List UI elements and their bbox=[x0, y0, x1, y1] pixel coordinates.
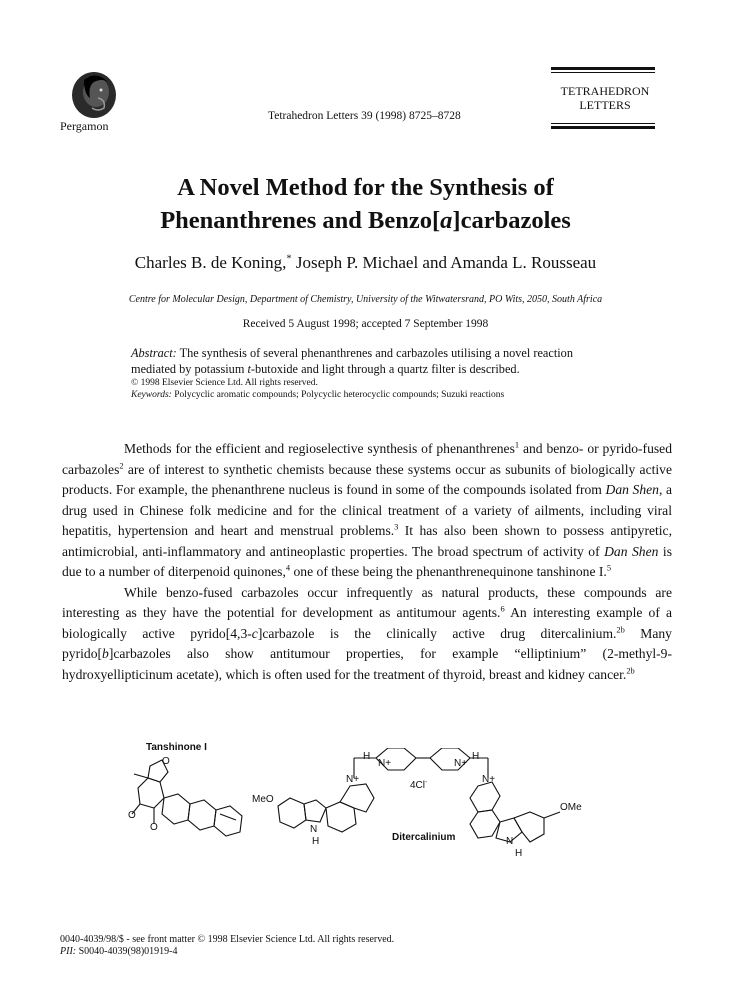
italic-term: b bbox=[102, 646, 109, 661]
affiliation: Centre for Molecular Design, Department of Chemistry, University of the Witwatersrand, PO Wits, 2050, South Africa bbox=[128, 294, 603, 305]
abstract-label: Abstract: bbox=[131, 346, 177, 360]
p2-text: While benzo-fused carbazoles occur infrequently as natural products, these compounds are interesting as they have the potential for development as antitumour agents. bbox=[62, 584, 672, 620]
atom-h-piperidine-1: H bbox=[363, 751, 371, 762]
article-title bbox=[0, 171, 731, 237]
citation-3: 3 bbox=[394, 521, 399, 532]
italic-term: c bbox=[251, 625, 258, 641]
chloride-text: 4Cl bbox=[410, 780, 426, 791]
title-line-2-end: ]carbazoles bbox=[452, 207, 571, 234]
title-italic-a: a bbox=[440, 207, 453, 234]
chloride-charge: - bbox=[425, 778, 428, 786]
p2-text: An interesting example of a biologically active pyrido[4,3- bbox=[62, 605, 673, 641]
left-benzene bbox=[278, 798, 306, 828]
pii-label: PII: bbox=[60, 946, 77, 957]
left-pyridinium bbox=[340, 784, 374, 812]
methoxy-right: OMe bbox=[560, 802, 582, 813]
citation-5: 5 bbox=[606, 562, 612, 573]
atom-o-carbonyl-2: O bbox=[150, 822, 158, 833]
right-pyridinium bbox=[470, 782, 500, 812]
left-pyrrole bbox=[304, 800, 326, 822]
p1-text: Methods for the efficient and regioselective synthesis of phenanthrenes bbox=[124, 441, 515, 456]
chemical-structures-figure bbox=[120, 742, 680, 859]
p1-text: and benzo- or pyrido-fused carbazoles bbox=[62, 441, 672, 477]
citation-2b: 2b bbox=[616, 623, 625, 634]
author-list bbox=[0, 253, 731, 273]
atom-nplus-right: N+ bbox=[482, 774, 496, 785]
corresponding-author-mark: * bbox=[286, 253, 292, 265]
right-ring-c bbox=[470, 810, 500, 838]
header-rule-bottom bbox=[551, 126, 655, 129]
citation-2: 2 bbox=[119, 459, 124, 470]
ring-d bbox=[214, 806, 242, 836]
title-line-2-part: Phenanthrenes and Benzo[ bbox=[160, 207, 441, 234]
paragraph-2 bbox=[62, 583, 672, 686]
p2-text: Many pyrido[ bbox=[62, 625, 672, 661]
citation-1: 1 bbox=[514, 439, 520, 450]
ring-a bbox=[138, 778, 164, 808]
authors-rest: Joseph P. Michael and Amanda L. Rousseau bbox=[291, 253, 597, 272]
methoxy-left: MeO bbox=[252, 794, 274, 805]
pii-value: S0040-4039(98)01919-4 bbox=[76, 946, 178, 957]
abstract-copyright: © 1998 Elsevier Science Ltd. All rights reserved. bbox=[131, 378, 318, 388]
p1-text: , a drug used in Chinese folk medicine and for the clinical treatment of a variety of ailments, including viral hepatitis, hypertension and heart and menstrual problems. bbox=[62, 482, 673, 538]
series-line-1: TETRAHEDRON bbox=[560, 84, 650, 98]
body-text bbox=[62, 439, 672, 685]
abstract-text: The synthesis of several phenanthrenes and carbazoles utilising a novel reaction mediated by potassium bbox=[131, 346, 573, 376]
atom-nplus-piperidine-2: N+ bbox=[454, 758, 468, 769]
received-dates: Received 5 August 1998; accepted 7 September 1998 bbox=[242, 318, 489, 330]
atom-h-piperidine-2: H bbox=[472, 751, 480, 762]
abstract bbox=[131, 346, 601, 401]
publisher-logo bbox=[62, 68, 126, 120]
atom-h-left: H bbox=[312, 836, 320, 847]
p2-text: ]carbazoles also show antitumour properties, for example “elliptinium” (2-methyl-9-hydroxyellipticinum acetate), which is often used for the treatment of thyroid, breast and kidney cancer. bbox=[62, 646, 672, 682]
journal-reference: Tetrahedron Letters 39 (1998) 8725–8728 bbox=[268, 110, 461, 122]
footer-pii bbox=[60, 946, 394, 958]
header-rule-top bbox=[551, 67, 655, 70]
citation-4: 4 bbox=[285, 562, 291, 573]
ring-b bbox=[162, 794, 190, 824]
atom-o-carbonyl-1: O bbox=[128, 810, 136, 821]
right-benzene bbox=[514, 812, 544, 842]
citation-2b: 2b bbox=[626, 664, 635, 675]
footer bbox=[60, 934, 394, 958]
methyl-bond bbox=[134, 774, 148, 778]
chloride-counterion bbox=[410, 780, 427, 791]
atom-nplus-piperidine-1: N+ bbox=[378, 758, 392, 769]
atom-n-right: N bbox=[506, 836, 514, 847]
p1-text: are of interest to synthetic chemists because these systems occur as subunits of biologically active products. For example, the phenanthrene nucleus is found in some of the compounds isolated from bbox=[62, 461, 672, 497]
keywords-label: Keywords: bbox=[131, 390, 172, 400]
tanshinone-label: Tanshinone I bbox=[146, 742, 207, 753]
abstract-italic: t bbox=[247, 361, 251, 376]
p1-text: It has also been shown to possess antipyretic, antimicrobial, anti-inflammatory and antineoplastic properties. The broad spectrum of activity of bbox=[62, 523, 672, 559]
footer-copyright: 0040-4039/98/$ - see front matter © 1998 Elsevier Science Ltd. All rights reserved. bbox=[60, 934, 395, 945]
ditercalinium-label: Ditercalinium bbox=[392, 832, 456, 843]
atom-h-right: H bbox=[515, 848, 523, 859]
keywords bbox=[131, 389, 601, 401]
citation-6: 6 bbox=[500, 603, 505, 614]
italic-term: Dan Shen bbox=[605, 482, 659, 497]
author-1: Charles B. de Koning, bbox=[134, 253, 287, 272]
p1-text: is due to a number of diterpenoid quinones, bbox=[62, 543, 672, 579]
title-line-2 bbox=[0, 204, 731, 237]
ring-c bbox=[188, 800, 216, 830]
atom-n-left: N bbox=[310, 824, 318, 835]
series-line-2: LETTERS bbox=[579, 98, 631, 112]
p1-text: one of these being the phenanthrenequinone tanshinone I. bbox=[290, 564, 607, 579]
publisher-name: Pergamon bbox=[60, 119, 109, 133]
italic-term: Dan Shen bbox=[604, 543, 659, 559]
atom-o-furan: O bbox=[162, 756, 170, 767]
atom-nplus-left: N+ bbox=[346, 774, 360, 785]
keywords-text: Polycyclic aromatic compounds; Polycyclic heterocyclic compounds; Suzuki reactions bbox=[171, 390, 505, 400]
header-rule-top-thin bbox=[551, 72, 655, 73]
p2-text: ]carbazole is the clinically active drug ditercalinium. bbox=[257, 625, 617, 641]
journal-series-title bbox=[555, 84, 655, 112]
header-rule-bottom-thin bbox=[551, 123, 655, 124]
title-line-1: A Novel Method for the Synthesis of bbox=[177, 174, 554, 201]
abstract-text-end: -butoxide and light through a quartz filter is described. bbox=[250, 361, 520, 376]
paragraph-1 bbox=[62, 439, 672, 583]
